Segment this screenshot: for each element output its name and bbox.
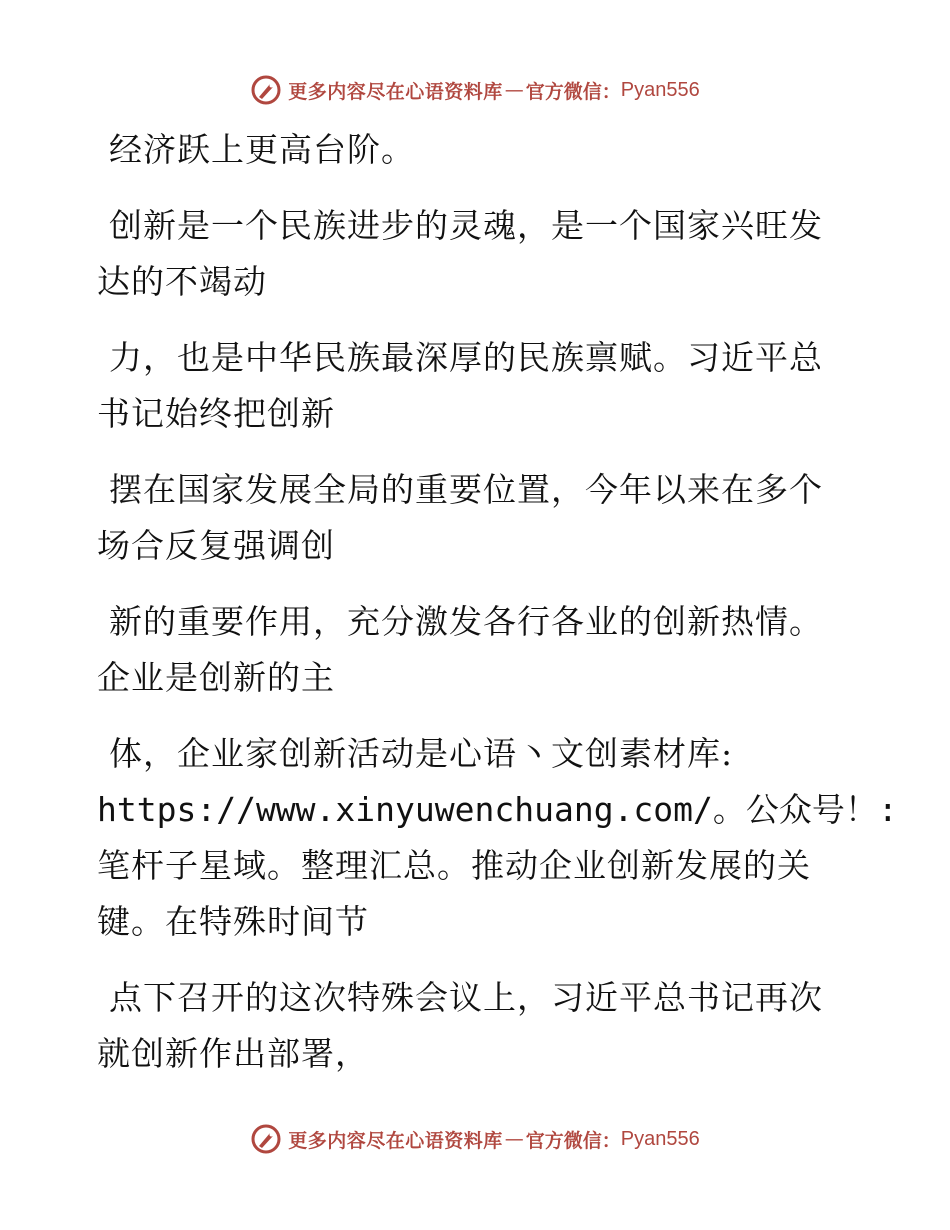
banner-wechat-id: Pyan556 xyxy=(620,1127,700,1150)
pen-nib-logo-icon xyxy=(250,74,282,106)
text-line: 企业是创新的主 xyxy=(97,658,335,697)
text-line: 摆在国家发展全局的重要位置，今年以来在多个 xyxy=(109,470,823,509)
text-line: 键。在特殊时间节 xyxy=(97,902,369,941)
footer-banner xyxy=(0,1119,950,1159)
text-line: 书记始终把创新 xyxy=(97,394,335,433)
paragraph-7 xyxy=(97,970,837,1082)
text-line: 就创新作出部署， xyxy=(97,1034,369,1073)
banner-text: 更多内容尽在心语资料库 xyxy=(288,1129,503,1152)
text-line: 创新是一个民族进步的灵魂，是一个国家兴旺发 xyxy=(109,206,823,245)
banner-dash: — xyxy=(504,79,524,101)
text-line: 场合反复强调创 xyxy=(97,526,335,565)
pen-nib-logo-icon xyxy=(250,1123,282,1155)
banner-wechat-label: 官方微信： xyxy=(525,80,621,103)
banner-dash: — xyxy=(504,1128,524,1150)
text-line: 经济跃上更高台阶。 xyxy=(109,130,415,169)
url-text-line: https://www.xinyuwenchuang.com/。公众号！: xyxy=(97,790,898,829)
text-line: 达的不竭动 xyxy=(97,262,267,301)
paragraph-5 xyxy=(97,594,837,706)
text-line: 笔杆子星域。整理汇总。推动企业创新发展的关 xyxy=(97,846,811,885)
paragraph-6 xyxy=(97,726,898,950)
banner-wechat-label: 官方微信： xyxy=(525,1129,621,1152)
header-banner xyxy=(0,70,950,110)
document-body xyxy=(97,122,898,1102)
text-line: 新的重要作用，充分激发各行各业的创新热情。 xyxy=(109,602,823,641)
text-line: 点下召开的这次特殊会议上，习近平总书记再次 xyxy=(109,978,823,1017)
text-line: 力，也是中华民族最深厚的民族禀赋。习近平总 xyxy=(109,338,823,377)
text-line: 体，企业家创新活动是心语丶文创素材库: xyxy=(109,734,734,773)
banner-text: 更多内容尽在心语资料库 xyxy=(288,80,503,103)
paragraph-2 xyxy=(97,198,837,310)
banner-wechat-id: Pyan556 xyxy=(620,78,700,101)
paragraph-3 xyxy=(97,330,837,442)
paragraph-4 xyxy=(97,462,837,574)
paragraph-1 xyxy=(97,122,837,178)
